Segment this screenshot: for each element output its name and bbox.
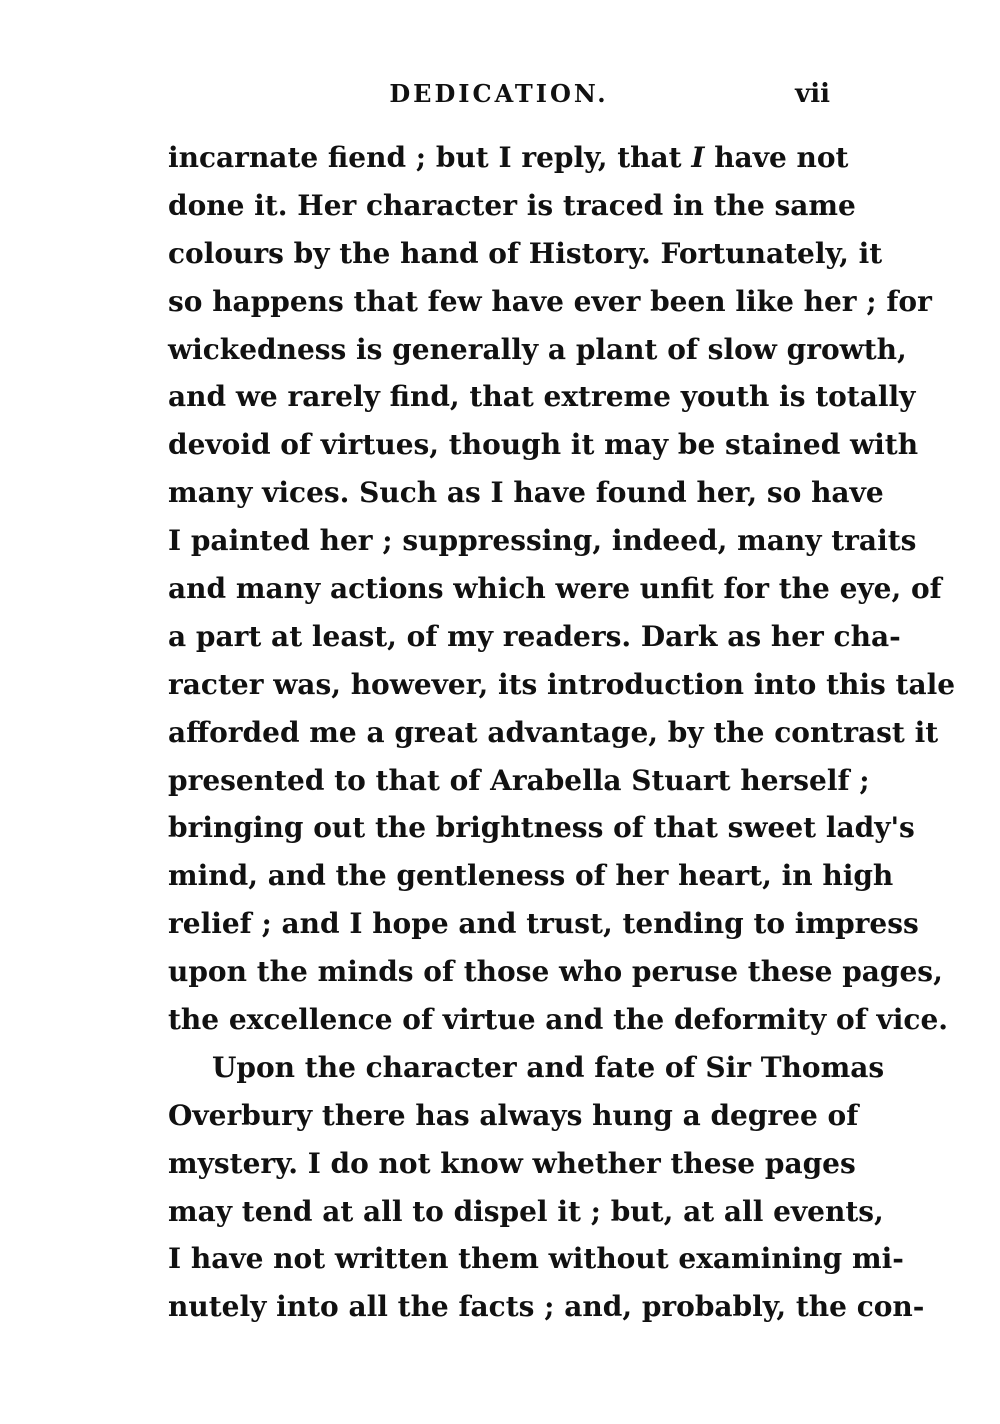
text-line: and we rarely find, that extreme youth is totally [168, 380, 916, 414]
text-line: done it. Her character is traced in the same [168, 188, 856, 222]
text-line: Upon the character and fate of Sir Thomas [212, 1050, 885, 1084]
text-line: upon the minds of those who peruse these pages, [168, 955, 943, 989]
running-head [168, 74, 830, 114]
text-line: relief ; and I hope and trust, tending to impress [168, 907, 919, 941]
page-number: vii [795, 79, 830, 109]
text-line: afforded me a great advantage, by the contrast it [168, 715, 939, 749]
text-line: may tend at all to dispel it ; but, at all events, [168, 1194, 884, 1228]
text-line: presented to that of Arabella Stuart herself ; [168, 763, 870, 797]
body-text [168, 134, 956, 1331]
running-title: DEDICATION. [389, 79, 609, 108]
text-line: I painted her ; suppressing, indeed, many traits [168, 524, 917, 558]
text-line: so happens that few have ever been like her ; for [168, 284, 932, 318]
text-line: devoid of virtues, though it may be stained with [168, 428, 919, 462]
text-line: the excellence of virtue and the deformity of vice. [168, 1003, 949, 1037]
text-line: I have not written them without examining mi- [168, 1242, 904, 1276]
text-line: many vices. Such as I have found her, so have [168, 476, 884, 510]
text-line: a part at least, of my readers. Dark as her cha- [168, 619, 901, 653]
paragraph-1 [168, 134, 956, 1044]
text-line: nutely into all the facts ; and, probably, the con- [168, 1290, 925, 1324]
text-line: bringing out the brightness of that sweet lady's [168, 811, 915, 845]
text-line: mind, and the gentleness of her heart, in high [168, 859, 894, 893]
italic-word: I [691, 141, 705, 174]
text-line: incarnate fiend ; but I reply, that I have not [168, 141, 849, 174]
text-line: wickedness is generally a plant of slow growth, [168, 332, 907, 366]
text-line: Overbury there has always hung a degree of [168, 1098, 859, 1132]
paragraph-2 [168, 1044, 925, 1331]
text-line: and many actions which were unfit for the eye, of [168, 572, 942, 606]
text-line: colours by the hand of History. Fortunately, it [168, 236, 883, 270]
text-line: mystery. I do not know whether these pages [168, 1146, 856, 1180]
text-line: racter was, however, its introduction into this tale [168, 667, 956, 701]
